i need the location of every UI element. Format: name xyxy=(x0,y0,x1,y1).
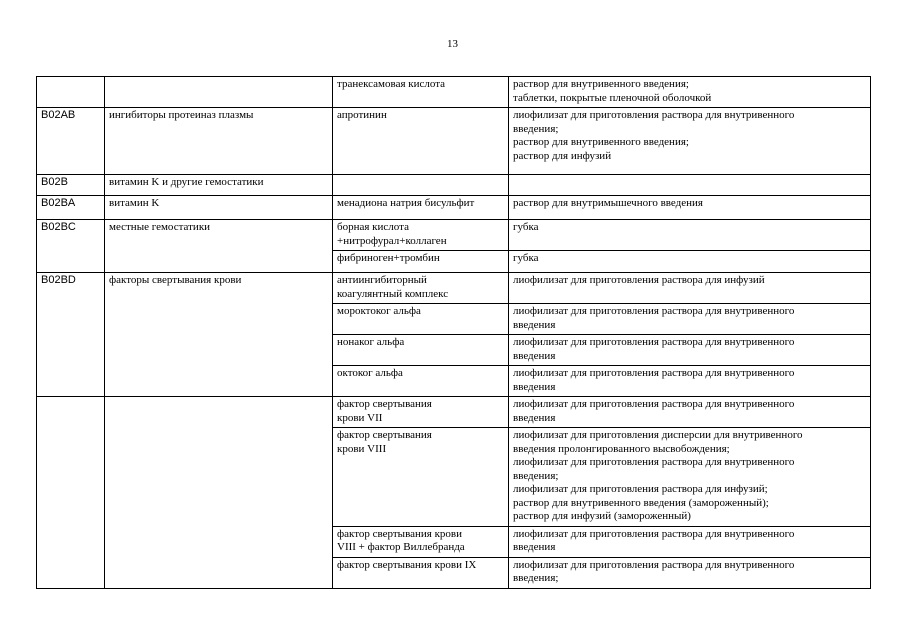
drug-name-cell: фактор свертывания крови VIII xyxy=(333,428,509,527)
drug-name-cell: октоког альфа xyxy=(333,366,509,397)
dosage-form-cell: лиофилизат для приготовления раствора для внутривенного введения xyxy=(509,366,871,397)
drug-name-cell: мороктоког альфа xyxy=(333,304,509,335)
atc-code-cell xyxy=(37,397,105,589)
group-name-cell: витамин K и другие гемостатики xyxy=(105,175,333,196)
group-name-cell: ингибиторы протеиназ плазмы xyxy=(105,108,333,175)
table-row xyxy=(37,77,871,108)
dosage-form-cell: лиофилизат для приготовления раствора для внутривенного введения xyxy=(509,397,871,428)
drug-name-cell: транексамовая кислота xyxy=(333,77,509,108)
dosage-form-cell: лиофилизат для приготовления раствора для внутривенного введения; xyxy=(509,557,871,588)
drug-name-cell: фактор свертывания крови IX xyxy=(333,557,509,588)
table-row xyxy=(37,196,871,220)
dosage-form-cell: лиофилизат для приготовления раствора для инфузий xyxy=(509,273,871,304)
atc-code-cell: B02BA xyxy=(37,196,105,220)
dosage-form-cell: лиофилизат для приготовления раствора для внутривенного введения; раствор для внутривенного введения; раствор для инфузий xyxy=(509,108,871,175)
group-name-cell: витамин K xyxy=(105,196,333,220)
table-row xyxy=(37,397,871,428)
atc-code-cell: B02BD xyxy=(37,273,105,397)
dosage-form-cell: лиофилизат для приготовления раствора для внутривенного введения xyxy=(509,526,871,557)
page-number: 13 xyxy=(447,38,458,50)
table-row xyxy=(37,220,871,251)
dosage-form-cell: лиофилизат для приготовления раствора для внутривенного введения xyxy=(509,304,871,335)
dosage-form-cell: лиофилизат для приготовления раствора для внутривенного введения xyxy=(509,335,871,366)
group-name-cell: местные гемостатики xyxy=(105,220,333,273)
drug-name-cell: менадиона натрия бисульфит xyxy=(333,196,509,220)
table-row xyxy=(37,108,871,175)
atc-code-cell: B02B xyxy=(37,175,105,196)
dosage-form-cell: губка xyxy=(509,220,871,251)
group-name-cell xyxy=(105,77,333,108)
dosage-form-cell: раствор для внутривенного введения; таблетки, покрытые пленочной оболочкой xyxy=(509,77,871,108)
drug-name-cell: фактор свертывания крови VIII + фактор Виллебранда xyxy=(333,526,509,557)
drug-name-cell: фибриноген+тромбин xyxy=(333,251,509,273)
drug-name-cell xyxy=(333,175,509,196)
drug-name-cell: нонаког альфа xyxy=(333,335,509,366)
drug-classification-table xyxy=(36,76,871,589)
group-name-cell: факторы свертывания крови xyxy=(105,273,333,397)
group-name-cell xyxy=(105,397,333,589)
drug-name-cell: антиингибиторный коагулянтный комплекс xyxy=(333,273,509,304)
atc-code-cell xyxy=(37,77,105,108)
atc-code-cell: B02AB xyxy=(37,108,105,175)
dosage-form-cell xyxy=(509,175,871,196)
drug-name-cell: борная кислота +нитрофурал+коллаген xyxy=(333,220,509,251)
drug-name-cell: апротинин xyxy=(333,108,509,175)
dosage-form-cell: лиофилизат для приготовления дисперсии для внутривенного введения пролонгированного высвобождения; лиофилизат для приготовления раствора для внутривенного введения; лиофилизат для приготовления раствора для инфузий; раствор для внутривенного введения (замороженный); раствор для инфузий (замороженный) xyxy=(509,428,871,527)
drug-name-cell: фактор свертывания крови VII xyxy=(333,397,509,428)
dosage-form-cell: губка xyxy=(509,251,871,273)
atc-code-cell: B02BC xyxy=(37,220,105,273)
table-row xyxy=(37,273,871,304)
table-row xyxy=(37,175,871,196)
dosage-form-cell: раствор для внутримышечного введения xyxy=(509,196,871,220)
